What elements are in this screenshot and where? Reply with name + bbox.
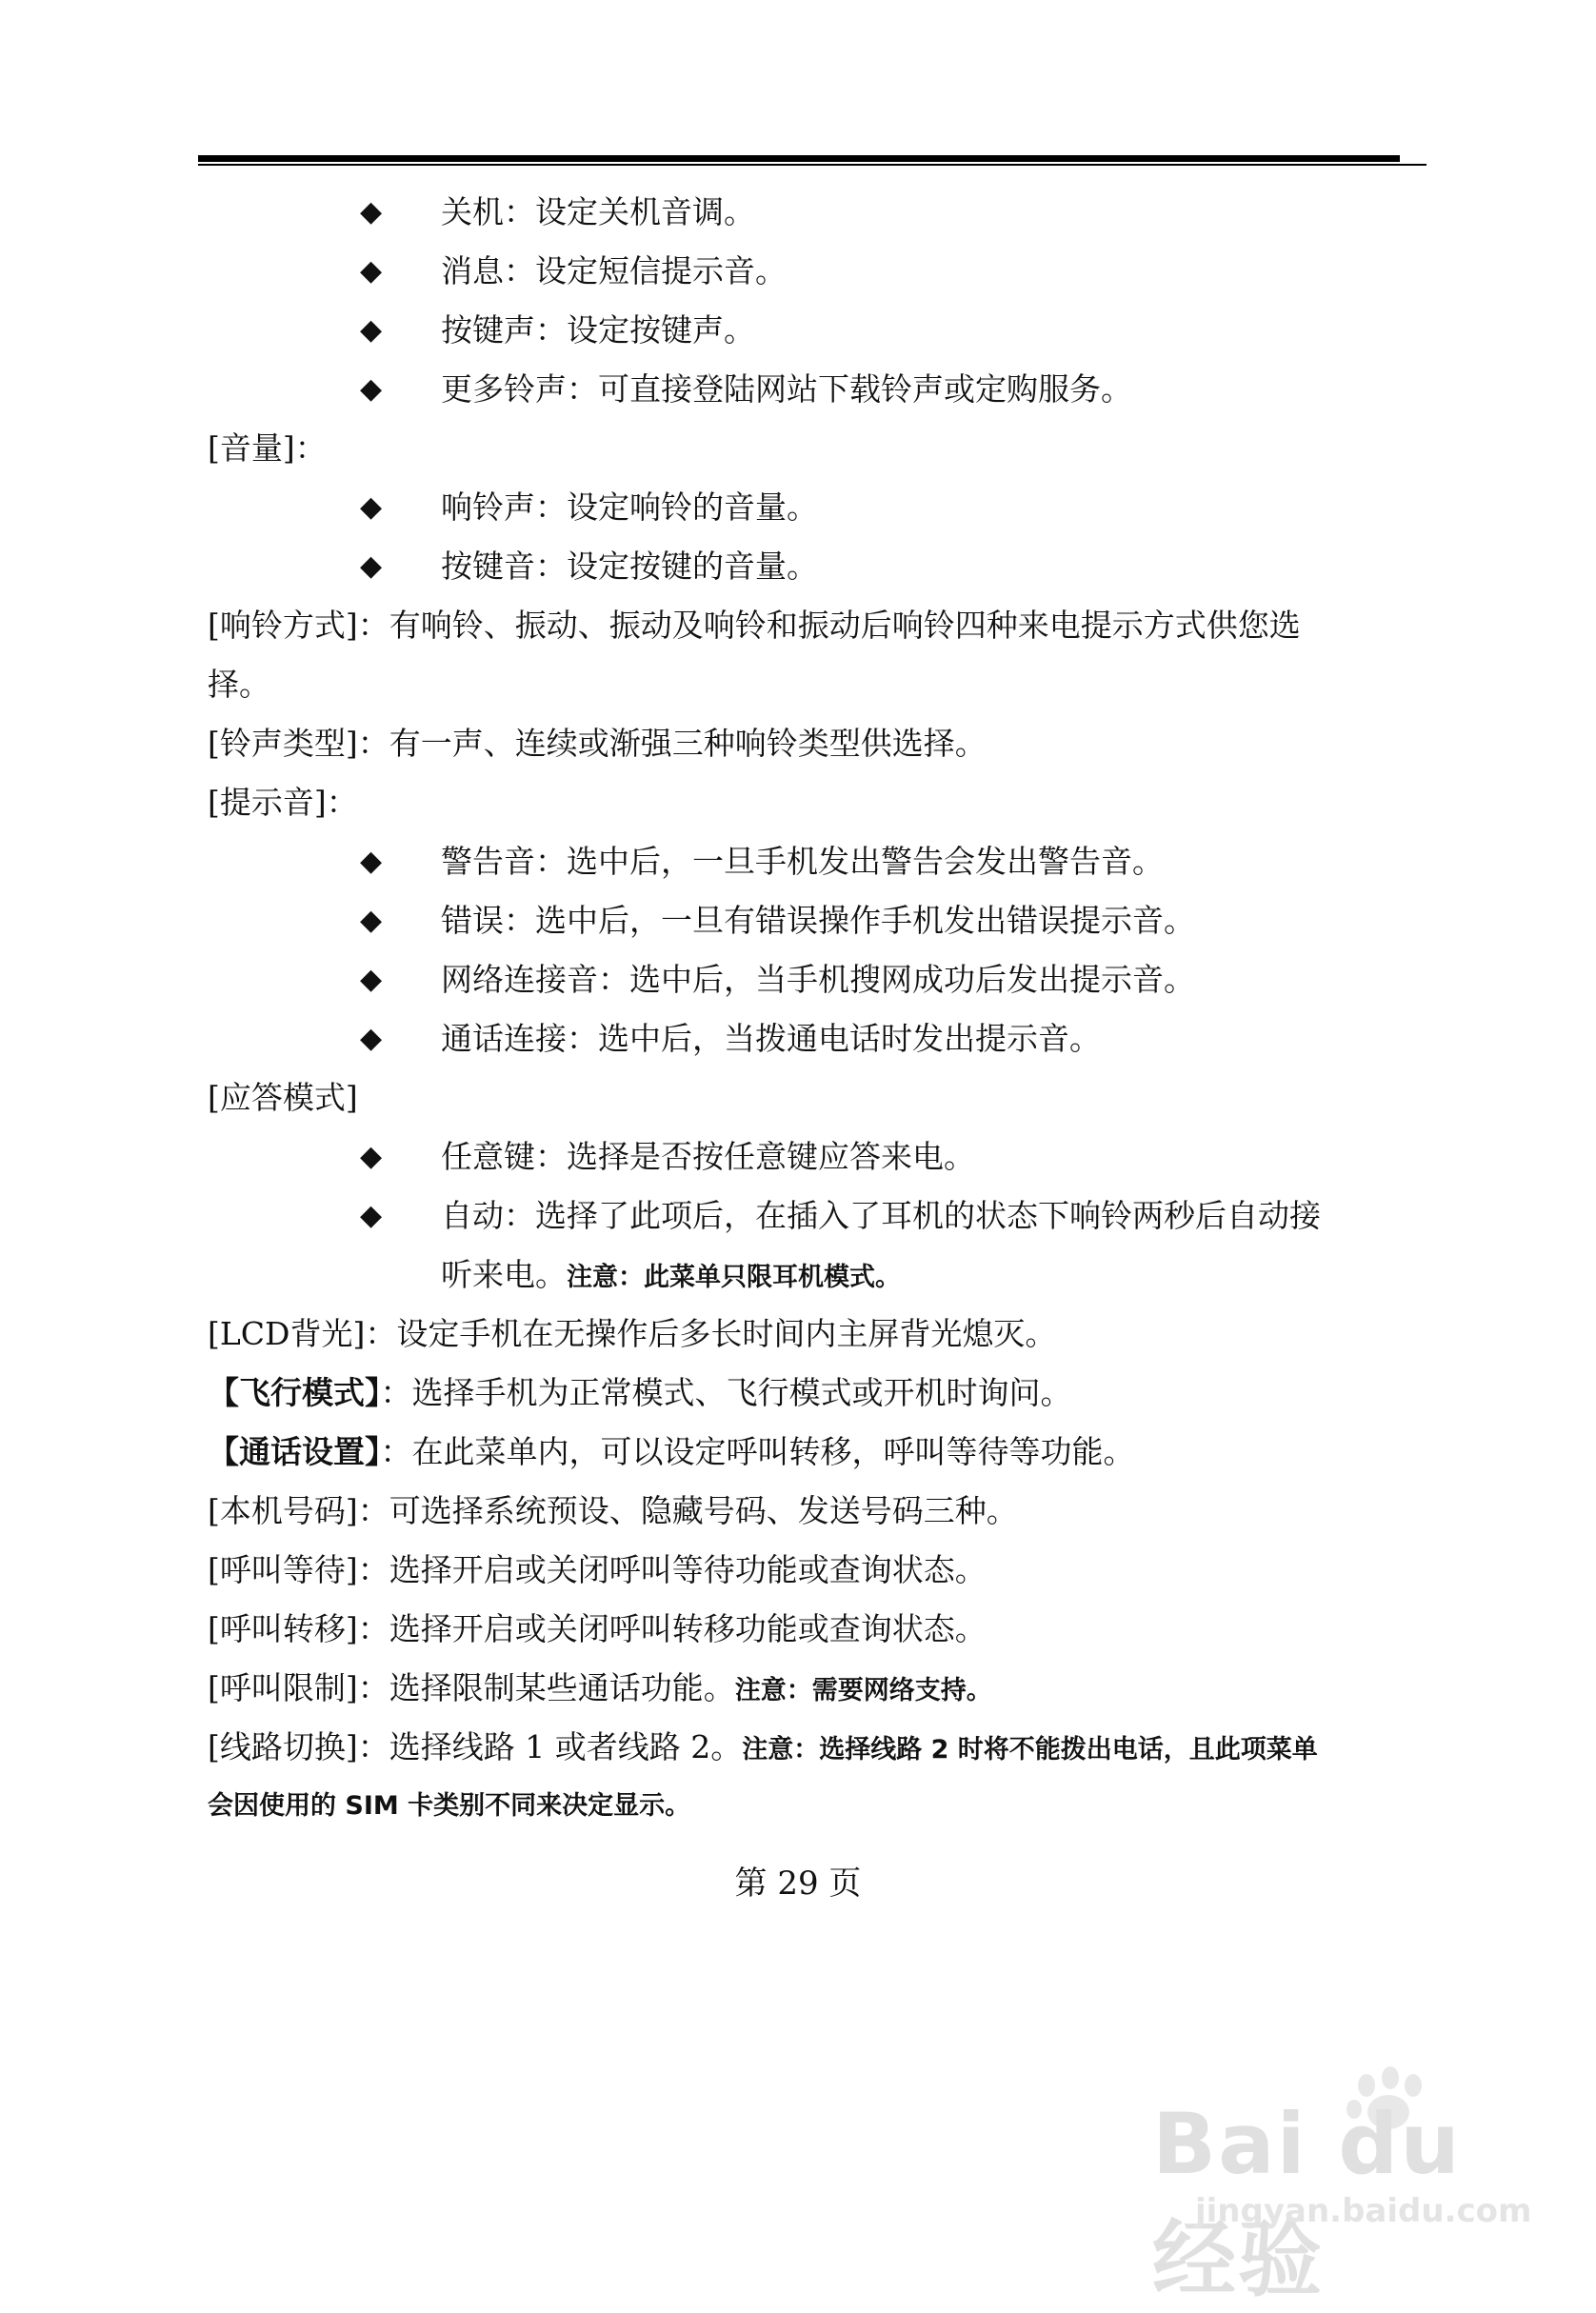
bullet-text: 自动：选择了此项后，在插入了耳机的状态下响铃两秒后自动接 — [441, 1197, 1321, 1234]
note-text: 注意：需要网络支持。 — [734, 1676, 992, 1705]
page-number: 第 29 页 — [734, 1864, 862, 1903]
bullet-item — [208, 1186, 1426, 1246]
bullet-text: 警告音：选中后，一旦手机发出警告会发出警告音。 — [441, 843, 1164, 880]
menu-item-line — [208, 1305, 1426, 1364]
note-text: 注意：此菜单只限耳机模式。 — [567, 1263, 901, 1292]
header-rule-thin — [198, 164, 1426, 166]
bullet-text: 消息：设定短信提示音。 — [441, 252, 787, 289]
menu-item-line — [208, 1600, 1426, 1659]
bullet-item — [208, 242, 1426, 301]
diamond-bullet-icon: ◆ — [360, 1140, 383, 1173]
bullet-item — [208, 1009, 1426, 1068]
note-line — [208, 1777, 1426, 1836]
menu-item-text: [呼叫限制]：选择限制某些通话功能。 — [208, 1669, 735, 1706]
watermark-brand: Bai du 经验 — [1152, 2095, 1462, 2308]
note-text: 注意：选择线路 2 时将不能拨出电话，且此项菜单 — [742, 1735, 1318, 1765]
diamond-bullet-icon: ◆ — [360, 1022, 383, 1055]
section-heading: 【飞行模式】 — [208, 1374, 381, 1411]
bullet-text: 按键声：设定按键声。 — [441, 311, 755, 349]
menu-item-text: [线路切换]：选择线路 1 或者线路 2。 — [208, 1728, 743, 1765]
diamond-bullet-icon: ◆ — [360, 845, 383, 878]
diamond-bullet-icon: ◆ — [360, 963, 383, 996]
section-description: ：在此菜单内，可以设定呼叫转移，呼叫等待等功能。 — [380, 1433, 1135, 1470]
diamond-bullet-icon: ◆ — [360, 904, 383, 937]
diamond-bullet-icon: ◆ — [360, 313, 383, 347]
menu-item-text: 择。 — [208, 666, 270, 703]
bullet-text: 通话连接：选中后，当拨通电话时发出提示音。 — [441, 1020, 1101, 1057]
header-rule-thick — [198, 155, 1400, 162]
document-body — [208, 183, 1426, 1836]
menu-item-text: [音量]： — [208, 429, 327, 467]
bullet-text: 网络连接音：选中后，当手机搜网成功后发出提示音。 — [441, 961, 1195, 998]
bullet-item — [208, 478, 1426, 537]
bullet-item — [208, 183, 1426, 242]
menu-item-line — [208, 1482, 1426, 1541]
bullet-item — [208, 1127, 1426, 1186]
baidu-jingyan-watermark — [1143, 2066, 1562, 2308]
menu-item-line — [208, 655, 1426, 714]
bullet-text: 任意键：选择是否按任意键应答来电。 — [441, 1138, 975, 1175]
watermark-url: jingyan.baidu.com — [1195, 2192, 1532, 2230]
menu-item-line — [208, 1068, 1426, 1127]
bullet-item — [208, 537, 1426, 596]
menu-item-text: [响铃方式]：有响铃、振动、振动及响铃和振动后响铃四种来电提示方式供您选 — [208, 607, 1301, 644]
menu-item-text: [本机号码]：可选择系统预设、隐藏号码、发送号码三种。 — [208, 1492, 1018, 1529]
section-description: ：选择手机为正常模式、飞行模式或开机时询问。 — [380, 1374, 1072, 1411]
bullet-text: 按键音：设定按键的音量。 — [441, 548, 818, 585]
menu-item-text: [呼叫转移]：选择开启或关闭呼叫转移功能或查询状态。 — [208, 1610, 987, 1647]
menu-item-text: [LCD背光]：设定手机在无操作后多长时间内主屏背光熄灭。 — [208, 1315, 1057, 1352]
bullet-text: 关机：设定关机音调。 — [441, 193, 755, 230]
bullet-text: 错误：选中后，一旦有错误操作手机发出错误提示音。 — [441, 902, 1195, 939]
diamond-bullet-icon: ◆ — [360, 490, 383, 524]
bullet-text: 响铃声：设定响铃的音量。 — [441, 489, 818, 526]
bullet-text: 更多铃声：可直接登陆网站下载铃声或定购服务。 — [441, 370, 1132, 408]
bullet-item — [208, 832, 1426, 891]
section-heading-line — [208, 1423, 1426, 1482]
bullet-item — [208, 360, 1426, 419]
diamond-bullet-icon: ◆ — [360, 195, 383, 229]
bullet-item — [208, 301, 1426, 360]
diamond-bullet-icon: ◆ — [360, 372, 383, 406]
menu-item-text: [提示音]： — [208, 784, 358, 821]
menu-item-line — [208, 596, 1426, 655]
bullet-continuation — [208, 1246, 1426, 1305]
diamond-bullet-icon: ◆ — [360, 1199, 383, 1232]
menu-item-text: [呼叫等待]：选择开启或关闭呼叫等待功能或查询状态。 — [208, 1551, 987, 1588]
section-heading-line — [208, 1364, 1426, 1423]
menu-item-line — [208, 714, 1426, 773]
menu-item-line — [208, 1659, 1426, 1718]
section-heading: 【通话设置】 — [208, 1433, 381, 1470]
bullet-text: 听来电。 — [441, 1256, 567, 1293]
bullet-item — [208, 891, 1426, 950]
menu-item-line — [208, 1541, 1426, 1600]
menu-item-line — [208, 1718, 1426, 1777]
note-text: 会因使用的 SIM 卡类别不同来决定显示。 — [208, 1791, 691, 1821]
menu-item-line — [208, 773, 1426, 832]
diamond-bullet-icon: ◆ — [360, 254, 383, 288]
diamond-bullet-icon: ◆ — [360, 549, 383, 583]
menu-item-text: [应答模式] — [208, 1079, 358, 1116]
bullet-item — [208, 950, 1426, 1009]
menu-item-line — [208, 419, 1426, 478]
menu-item-text: [铃声类型]：有一声、连续或渐强三种响铃类型供选择。 — [208, 725, 987, 762]
